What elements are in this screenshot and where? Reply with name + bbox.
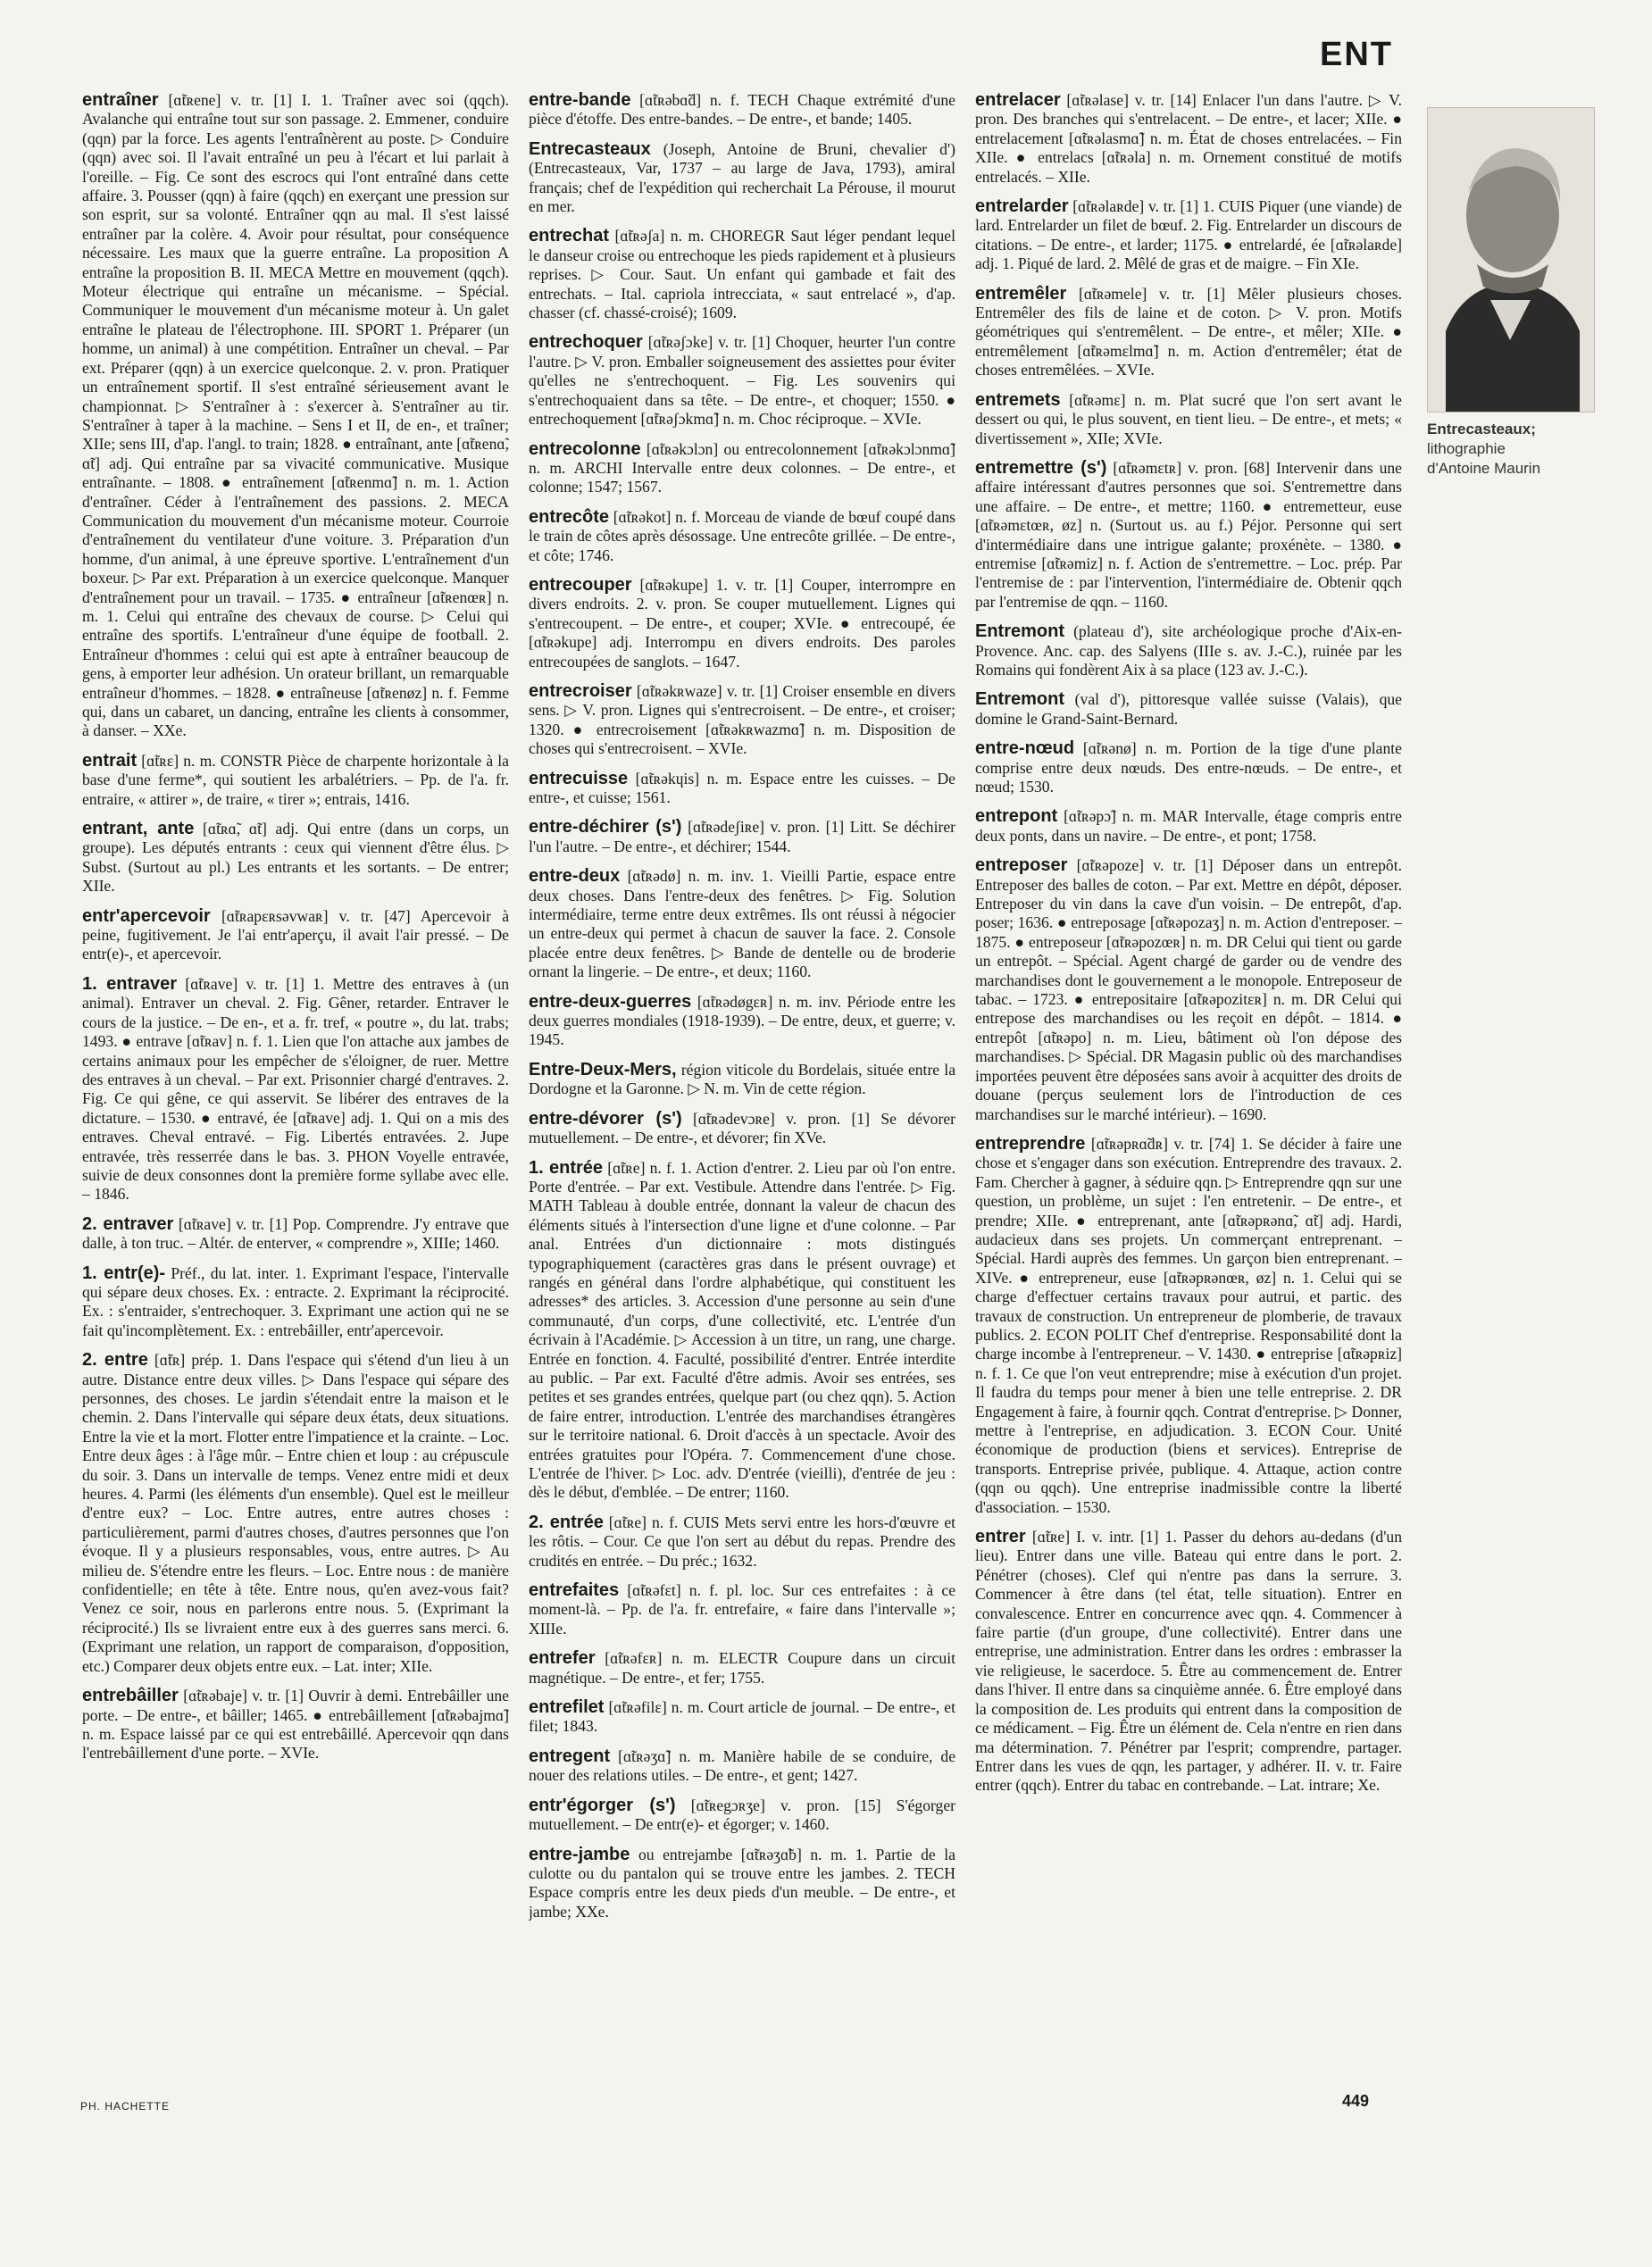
entry-headword: Entrecasteaux — [529, 138, 651, 159]
entry-definition: [ɑ̃tʀ] prép. 1. Dans l'espace qui s'étend d'un lieu à un autre. Distance entre deux villes. ▷ Dans l'espace qui sépare des personnes, des choses. Le jardin s'étendait entre la maison et le chemin. 2. Dans l'intervalle qui sépare deux états, deux situations. Entre la vie et la mort. Flotter entre l'impatience et la crainte. – Loc. Entre deux âges : à l'âge mûr. – Entre chien et loup : au crépuscule du soir. 3. Dans un intervalle de temps. Venez entre midi et deux heures. 4. Parmi (les éléments d'un ensemble). Quel est le meilleur d'entre eux? – Loc. Entre autres, entre autres choses : particulièrement, parmi d'autres choses, d'autres personnes que l'on évoque. Il y a plusieurs responsables, vous, entre autres. ▷ Au milieu de. S'étendre entre les fleurs. – Loc. Entre nous : de manière confidentielle; en tête à tête. Entre nous, qu'en avez-vous fait? Venez ce soir, nous en parlerons entre nous. 5. (Exprimant la réciprocité.) Ils se livraient entre eux à des guerres sans merci. 6. (Exprimant une relation, un rapport de comparaison, d'opposition, etc.) Comparer deux objets entre eux. – Lat. inter; XIIe. — [82, 1351, 509, 1675]
dictionary-entry — [82, 1687, 509, 1763]
portrait-image — [1427, 107, 1595, 413]
entry-headword: entrefilet — [529, 1697, 605, 1718]
entry-headword: entrecôte — [529, 506, 610, 527]
entry-headword: entremettre (s') — [975, 457, 1107, 478]
entry-definition: (Joseph, Antoine de Bruni, chevalier d') (Entrecasteaux, Var, 1737 – au large de Java, 1793), amiral français; chef de l'expédition qui recherchait La Pérouse, il mourut en mer. — [529, 139, 955, 216]
entry-headword: entrefaites — [529, 1580, 620, 1601]
dictionary-entry — [529, 508, 955, 565]
dictionary-entry — [529, 140, 955, 217]
caption-line-1: lithographie — [1427, 440, 1506, 457]
entry-definition: (plateau d'), site archéologique proche d'Aix-en-Provence. Anc. cap. des Salyens (IIIe s. av. J.-C.), ruinée par les Romains qui fondèrent Aix à sa place (123 av. J.-C.). — [975, 622, 1402, 679]
dictionary-entry — [82, 907, 509, 964]
dictionary-entry — [529, 1159, 955, 1503]
entry-definition: [ɑ̃tʀədevɔʀe] v. pron. [1] Se dévorer mutuellement. – De entre-, et dévorer; fin XVe. — [529, 1109, 955, 1147]
entry-definition: [ɑ̃tʀɑ̃, ɑ̃t] adj. Qui entre (dans un corps, un groupe). Les députés entrants : ceux qui viennent d'être élus. ▷ Subst. (Surtout au pl.) Les entrants et les sortants. – De entrer; XIIe. — [82, 820, 509, 896]
dictionary-entry — [975, 391, 1402, 448]
entry-headword: entrant, ante — [82, 819, 195, 839]
entry-headword: 2. entrée — [529, 1512, 604, 1532]
dictionary-entry — [529, 682, 955, 759]
portrait-caption — [1427, 420, 1623, 479]
dictionary-columns — [82, 91, 1404, 2091]
dictionary-entry — [529, 1698, 955, 1737]
entry-headword: 1. entr(e)- — [82, 1263, 166, 1283]
entry-definition: [ɑ̃tʀəbaje] v. tr. [1] Ouvrir à demi. Entrebâiller une porte. – De entre-, et bâiller; 1465. ● entrebâillement [ɑ̃tʀəbajmɑ̃] n. m. Espace laissé par ce qui est entrebâillé. Apercevoir qqn dans l'entrebâillement d'une porte. – XVIe. — [82, 1687, 509, 1763]
dictionary-entry — [82, 820, 509, 896]
entry-headword: entrecouper — [529, 574, 632, 595]
entry-definition: [ɑ̃tʀəpɔ̃] n. m. MAR Intervalle, étage compris entre deux ponts, dans un navire. – De entre-, et pont; 1758. — [975, 807, 1402, 845]
dictionary-entry — [975, 807, 1402, 846]
entry-definition: [ɑ̃tʀəmɛ] n. m. Plat sucré que l'on sert avant le dessert ou qui, le plus souvent, en tient lieu. – De entre-, et mets; « divertissement », XIIe; XVIe. — [975, 390, 1402, 447]
entry-headword: entr'égorger (s') — [529, 1795, 676, 1815]
dictionary-entry — [975, 690, 1402, 729]
entry-headword: entrecolonne — [529, 438, 641, 459]
dictionary-entry — [975, 459, 1402, 612]
caption-title: Entrecasteaux; — [1427, 421, 1536, 438]
entry-headword: entrecroiser — [529, 680, 632, 701]
entry-headword: entremêler — [975, 283, 1067, 304]
entry-definition: [ɑ̃tʀəlase] v. tr. [14] Enlacer l'un dans l'autre. ▷ V. pron. Des branches qui s'entrelacent. – De entre-, et lacer; XIIe. ● entrelacement [ɑ̃tʀəlasmɑ̃] n. m. État de choses entrelacées. – Fin XIIe. ● entrelacs [ɑ̃tʀəla] n. m. Ornement constitué de motifs entrelacés. – XIIe. — [975, 91, 1402, 186]
entry-definition: [ɑ̃tʀənø] n. m. Portion de la tige d'une plante comprise entre deux nœuds. Des entre-nœuds. – De entre-, et nœud; 1530. — [975, 739, 1402, 796]
dictionary-entry — [975, 1528, 1402, 1796]
entry-headword: entrefer — [529, 1648, 596, 1669]
entry-definition: [ɑ̃tʀəʃɔke] v. tr. [1] Choquer, heurter l'un contre l'autre. ▷ V. pron. Emballer soigneusement des assiettes pour éviter qu'elles ne s'entrechoquent. – Fig. Les souvenirs qui s'entrechoquaient dans sa tête. – De entre-, et choquer; 1550. ● entrechoquement [ɑ̃tʀəʃɔkmɑ̃] n. m. Choc réciproque. – XVIe. — [529, 333, 955, 429]
entry-headword: entreprendre — [975, 1133, 1086, 1154]
entry-headword: Entremont — [975, 689, 1064, 710]
portrait-lithograph — [1428, 108, 1594, 412]
entry-headword: 2. entre — [82, 1350, 148, 1371]
entry-definition: [ɑ̃tʀəfilɛ] n. m. Court article de journal. – De entre-, et filet; 1843. — [529, 1698, 955, 1736]
dictionary-entry — [529, 818, 955, 856]
dictionary-entry — [975, 91, 1402, 187]
entry-definition: [ɑ̃tʀəfɛʀ] n. m. ELECTR Coupure dans un circuit magnétique. – De entre-, et fer; 1755. — [529, 1649, 955, 1687]
entry-headword: entr'apercevoir — [82, 905, 211, 926]
column-1 — [82, 91, 509, 2091]
entry-definition: [ɑ̃tʀəfɛt] n. f. pl. loc. Sur ces entrefaites : à ce moment-là. – Pp. de l'a. fr. entrefaire, « faire dans l'intervalle »; XIIIe. — [529, 1581, 955, 1638]
entry-definition: [ɑ̃tʀe] n. f. 1. Action d'entrer. 2. Lieu par où l'on entre. Porte d'entrée. – Par ext. Vestibule. Attendre dans l'entrée. ▷ Fig. MATH Tableau à double entrée, donnant la valeur de chacun des éléments situés à l'intersection d'une ligne et d'une colonne. – Par anal. Entrées d'un dictionnaire : mots distingués typographiquement (caractères gras dans le présent ouvrage) et rangés en général dans l'ordre alphabétique, qui constituent les adresses* des articles. 3. Accession d'une personne au sein d'une communauté, d'un corps, d'une collectivité, etc. L'entrée d'un écrivain à l'Académie. ▷ Accession à un titre, un rang, une charge. Entrée en fonction. 4. Faculté, possibilité d'entrer. Entrée interdite au public. – Par ext. Faculté d'être admis. Avoir ses entrées, ses petites et ses grandes entrées, quelque part (ou chez qqn). 5. Action de faire entrer, introduction. L'entrée des marchandises étrangères sur le territoire national. 6. Droit d'accès à un spectacle. Avoir des entrées gratuites pour l'Opéra. 7. Commencement d'une chose. L'entrée de l'hiver. ▷ Loc. adv. D'entrée (vieilli), d'entrée de jeu : dès le début, d'emblée. – De entrer; 1160. — [529, 1158, 955, 1502]
entry-headword: entre-deux-guerres — [529, 991, 692, 1012]
dictionary-entry — [529, 91, 955, 129]
entry-definition: [ɑ̃tʀədø] n. m. inv. 1. Vieilli Partie, espace entre deux choses. Dans l'entre-deux des fenêtres. ▷ Fig. Solution intermédiaire, terme entre deux extrêmes. Ils ont réussi à négocier un entre-deux qui permet à chacun de sauver la face. 2. Console placée entre deux fenêtres. ▷ Bande de dentelle ou de broderie ornant la lingerie. – De entre-, et deux; 1160. — [529, 867, 955, 981]
dictionary-entry — [529, 1110, 955, 1148]
entry-definition: [ɑ̃tʀəbɑ̃d] n. f. TECH Chaque extrémité d'une pièce d'étoffe. Des entre-bandes. – De entre-, et bande; 1405. — [529, 91, 955, 129]
entry-headword: entre-nœud — [975, 738, 1075, 759]
entry-definition: [ɑ̃tʀapɛʀsəvwaʀ] v. tr. [47] Apercevoir à peine, fugitivement. Je l'ai entr'aperçu, il avait l'air pressé. – De entr(e)-, et apercevoir. — [82, 906, 509, 963]
entry-headword: entraîner — [82, 91, 159, 110]
entry-definition: [ɑ̃tʀədøgɛʀ] n. m. inv. Période entre les deux guerres mondiales (1918-1939). – De entre, deux, et guerre; v. 1945. — [529, 992, 955, 1049]
entry-definition: (val d'), pittoresque vallée suisse (Valais), que domine le Grand-Saint-Bernard. — [975, 690, 1402, 728]
dictionary-entry — [975, 197, 1402, 274]
entry-definition: Préf., du lat. inter. 1. Exprimant l'espace, l'intervalle qui sépare deux choses. Ex. : entracte. 2. Exprimant la réciprocité. Ex. : s'entraider, s'entrechoquer. 3. Exprimant une action qui ne se fait qu'incomplètement. Ex. : entrebâiller, entr'apercevoir. — [82, 1263, 509, 1339]
entry-headword: 1. entraver — [82, 973, 178, 994]
dictionary-entry — [82, 752, 509, 809]
footer-credit: PH. HACHETTE — [80, 2100, 171, 2113]
entry-definition: ou entrejambe [ɑ̃tʀəʒɑ̃b] n. m. 1. Partie de la culotte ou du pantalon qui se trouve entre les jambes. 2. TECH Espace compris entre les deux pieds d'un meuble. – De entre-, et jambe; XXe. — [529, 1845, 955, 1921]
dictionary-entry — [82, 1351, 509, 1676]
entry-headword: entre-deux — [529, 866, 621, 887]
entry-definition: [ɑ̃tʀəmele] v. tr. [1] Mêler plusieurs choses. Entremêler des fils de laine et de coton. ▷ V. pron. Motifs géométriques qui s'entremêlent. – De entre-, et mêler; XIIe. ● entremêlement [ɑ̃tʀəmɛlmɑ̃] n. m. Action d'entremêler; état de choses entremêlées. – XVIe. — [975, 284, 1402, 379]
dictionary-entry — [529, 1649, 955, 1688]
entry-definition: [ɑ̃tʀave] v. tr. [1] 1. Mettre des entraves à (un animal). Entraver un cheval. 2. Fig. Gêner, retarder. Entraver le cours de la justice. – De en-, et a. fr. tref, « poutre », du lat. trabs; 1493. ● entrave [ɑ̃tʀav] n. f. 1. Lien que l'on attache aux jambes de certains animaux pour les empêcher de s'éloigner, de ruer. Mettre des entraves à un cheval. – Par ext. Prisonnier chargé d'entraves. 2. Fig. Ce qui gêne, ce qui asservit. Se libérer des entraves de la dictature. – 1530. ● entravé, ée [ɑ̃tʀave] adj. 1. Qui on a mis des entraves. Cheval entravé. – Fig. Libertés entravées. 2. Jupe entravée, très resserrée dans le bas. 3. PHON Voyelle entravée, suivie de deux consonnes dont la première forme syllabe avec elle. – 1846. — [82, 974, 509, 1204]
entry-definition: [ɑ̃tʀave] v. tr. [1] Pop. Comprendre. J'y entrave que dalle, à ton truc. – Altér. de enterver, « comprendre », XIIIe; 1460. — [82, 1214, 509, 1253]
dictionary-entry — [975, 285, 1402, 380]
entry-definition: [ɑ̃tʀəkʀwaze] v. tr. [1] Croiser ensemble en divers sens. ▷ V. pron. Lignes qui s'entrecroisent. – De entre-, et croiser; 1320. ● entrecroisement [ɑ̃tʀəkʀwazmɑ̃] n. m. Disposition de choses qui s'entrecroisent. – XVIe. — [529, 681, 955, 758]
entry-headword: entrechoquer — [529, 332, 643, 353]
column-2 — [529, 91, 955, 2091]
entry-headword: entre-jambe — [529, 1844, 630, 1864]
dictionary-entry — [529, 770, 955, 808]
entry-headword: entremets — [975, 389, 1061, 410]
dictionary-entry — [529, 333, 955, 429]
entry-headword: entre-déchirer (s') — [529, 817, 682, 838]
entry-definition: [ɑ̃tʀe] n. f. CUIS Mets servi entre les hors-d'œuvre et les rôtis. – Cour. Ce que l'on sert au début du repas. Prendre des crudités en entrée. – Du préc.; 1632. — [529, 1513, 955, 1570]
column-3 — [975, 91, 1402, 2091]
dictionary-entry — [529, 1747, 955, 1786]
entry-definition: [ɑ̃tʀəʒɑ̃] n. m. Manière habile de se conduire, de nouer des relations utiles. – De entre-, et gent; 1427. — [529, 1746, 955, 1785]
entry-headword: entrer — [975, 1527, 1026, 1547]
dictionary-entry — [975, 1135, 1402, 1517]
dictionary-entry — [975, 739, 1402, 796]
entry-definition: [ɑ̃tʀədeʃiʀe] v. pron. [1] Litt. Se déchirer l'un l'autre. – De entre-, et déchirer; 1544. — [529, 818, 955, 855]
entry-definition: [ɑ̃tʀəlaʀde] v. tr. [1] 1. CUIS Piquer (une viande) de lard. Entrelarder un filet de bœuf. 2. Fig. Entrelarder un discours de citations. – De entre-, et larder; 1175. ● entrelardé, ée [ɑ̃tʀəlaʀde] adj. 1. Piqué de lard. 2. Mêlé de gras et de maigre. – Fin XIe. — [975, 197, 1402, 273]
dictionary-entry — [529, 993, 955, 1050]
dictionary-entry — [82, 91, 509, 741]
dictionary-entry — [529, 576, 955, 671]
entry-headword: entrechat — [529, 226, 610, 246]
dictionary-entry — [529, 1796, 955, 1835]
dictionary-entry — [82, 1215, 509, 1254]
entry-headword: 1. entrée — [529, 1157, 604, 1178]
caption-line-2: d'Antoine Maurin — [1427, 460, 1541, 477]
entry-headword: 2. entraver — [82, 1213, 174, 1234]
entry-headword: entrelarder — [975, 196, 1069, 217]
dictionary-entry — [82, 1264, 509, 1341]
entry-headword: entrepont — [975, 806, 1058, 827]
entry-headword: entrait — [82, 750, 138, 771]
dictionary-entry — [529, 1061, 955, 1099]
dictionary-entry — [529, 1581, 955, 1638]
entry-definition: [ɑ̃tʀegɔʀʒe] v. pron. [15] S'égorger mutuellement. – De entr(e)- et égorger; v. 1460. — [529, 1796, 955, 1834]
entry-headword: entrecuisse — [529, 768, 629, 788]
entry-definition: [ɑ̃tʀəʃa] n. m. CHOREGR Saut léger pendant lequel le danseur croise ou entrechoque les pieds rapidement et à plusieurs reprises. ▷ Cour. Saut. Un enfant qui gambade et fait des entrechats. – Ital. capriola intrecciata, « saut entrelacé », d'ap. chasser (cf. chassé-croisé); 1609. — [529, 227, 955, 322]
entry-definition: [ɑ̃tʀəpʀɑ̃dʀ] v. tr. [74] 1. Se décider à faire une chose et s'engager dans son exécution. Entreprendre des travaux. 2. Fam. Chercher à gagner, à séduire qqn. ▷ Entreprendre qqn sur une question, un problème, un sujet : l'en entretenir. – De entre-, et prendre; XIIe. ● entreprenant, ante [ɑ̃tʀəpʀənɑ̃, ɑ̃t] adj. Hardi, audacieux dans ses projets. Un commerçant entreprenant. – Spécial. Hardi auprès des femmes. Un garçon bien entreprenant. – XIVe. ● entrepreneur, euse [ɑ̃tʀəpʀənœʀ, øz] n. 1. Celui qui se charge d'effectuer certains travaux pour autrui, et partic. des travaux de construction. Un entrepreneur de plomberie, de travaux publics. 2. ECON POLIT Chef d'entreprise. Responsabilité dont la charge incombe à l'entrepreneur. – V. 1430. ● entreprise [ɑ̃tʀəpʀiz] n. f. 1. Ce que l'on veut entreprendre; mise à exécution d'un projet. Il faudra du temps pour mener à bien une telle entreprise. 2. DR Engagement à faire, à fournir qqch. Contrat d'entreprise. ▷ Donner, mettre à l'entreprise, en adjudication. 3. ECON Cour. Unité économique de production (biens et services). Entreprise de transports. Entreprise privée, publique. 4. Attaque, action contre (qqn ou qqch). Une entreprise inadmissible contre la liberté d'association. – 1530. — [975, 1134, 1402, 1516]
entry-definition: [ɑ̃tʀəkupe] 1. v. tr. [1] Couper, interrompre en divers endroits. 2. v. pron. Se couper mutuellement. Lignes qui s'entrecoupent. – De entre-, et couper; XVIe. ● entrecoupé, ée [ɑ̃tʀəkupe] adj. Interrompu en divers endroits. Des paroles entrecoupées de sanglots. – 1647. — [529, 575, 955, 671]
entry-definition: [ɑ̃tʀəmɛtʀ] v. pron. [68] Intervenir dans une affaire intéressant d'autres personnes que soi. S'entremettre dans une affaire. – De entre-, et mettre; 1160. ● entremetteur, euse [ɑ̃tʀəmɛtœʀ, øz] n. (Surtout us. au f.) Péjor. Personne qui sert d'intermédiaire dans une intrigue galante; proxénète. – 1380. ● entremise [ɑ̃tʀəmiz] n. f. Action de s'entremettre. – Loc. prép. Par l'entremise de : par l'intervention, l'intermédiaire de. Obtenir qqch par l'entremise de qqn. – 1160. — [975, 458, 1402, 611]
entry-definition: [ɑ̃tʀene] v. tr. [1] I. 1. Traîner avec soi (qqch). Avalanche qui entraîne tout sur son passage. 2. Emmener, conduire (qqn) par la force. Les agents l'entraînèrent au poste. ▷ Conduire (qqn) avec soi. Il l'avait entraîné un peu à l'écart et lui parlait à l'oreille. – Fig. Ce sont des escrocs qui l'ont entraîné dans cette affaire. 3. Pousser (qqn) à faire (qqch) en exerçant une pression sur son esprit, sur sa volonté. Entraîner qqn au mal. Il s'est laissé entraîner par la colère. 4. Avoir pour résultat, pour conséquence nécessaire. Les maux que la guerre entraîne. La proposition A entraîne la proposition B. II. MECA Mettre en mouvement (qqch). Moteur électrique qui entraîne un mécanisme. – Spécial. Communiquer le mouvement d'un mécanisme moteur à. Un galet entraîne le plateau de l'électrophone. III. SPORT 1. Préparer (un homme, un animal) à une compétition. Entraîner un cheval. – Par ext. Préparer (qqn) à un exercice quelconque. 2. v. pron. Pratiquer un entraînement sportif. Il s'est entraîné sérieusement avant le championnat. ▷ S'entraîner à : s'exercer à. S'entraîner au tir. S'entraîner à taper à la machine. – Sens I et II, de en-, et traîner; XIIe; sens III, d'ap. l'angl. to train; 1828. ● entraînant, ante [ɑ̃tʀenɑ̃, ɑ̃t] adj. Qui entraîne par sa vivacité communicative. Musique entraînante. – 1808. ● entraînement [ɑ̃tʀenmɑ̃] n. m. 1. Action d'entraîner. Céder à l'entraînement des passions. 2. MECA Communication du mouvement d'un mécanisme moteur. Courroie d'entraînement du ventilateur d'une voiture. 3. Préparation d'un homme, d'un animal, à une épreuve sportive. L'entraînement d'un boxeur. ▷ Par ext. Préparation à un exercice quelconque. Manquer d'entraînement pour un travail. – 1735. ● entraîneur [ɑ̃tʀenœʀ] n. m. 1. Celui qui entraîne des chevaux de course. ▷ Celui qui entraîne des sportifs. L'entraîneur d'une équipe de football. 2. Entraîneur d'hommes : celui qui est apte à entraîner beaucoup de gens, à emporter leur adhésion. Un orateur brillant, un remarquable entraîneur d'hommes. – 1828. ● entraîneuse [ɑ̃tʀenøz] n. f. Femme qui, dans un cabaret, un dancing, entraîne les clients à consommer, à danser. – XXe. — [82, 91, 509, 740]
dictionary-entry — [82, 975, 509, 1204]
entry-definition: [ɑ̃tʀəkɥis] n. m. Espace entre les cuisses. – De entre-, et cuisse; 1561. — [529, 769, 955, 806]
dictionary-entry — [529, 1513, 955, 1571]
entry-headword: entrebâiller — [82, 1686, 179, 1706]
dictionary-entry — [529, 867, 955, 981]
dictionary-entry — [529, 227, 955, 322]
entry-definition: [ɑ̃tʀe] I. v. intr. [1] 1. Passer du dehors au-dedans (d'un lieu). Entrer dans une ville. Bateau qui entre dans le port. 2. Pénétrer (choses). Clef qui n'entre pas dans la serrure. 3. Commencer à être dans (tel état, telle situation). Entrer en convalescence. Entrer en concurrence avec qqn. 4. Commencer à faire partie (d'un groupe, d'une collectivité). Entrer dans une entreprise, une administration. Entrer dans les ordres : embrasser la vie religieuse, le sacerdoce. 5. Être au commencement de. Entrer dans l'hiver. Il entre dans sa cinquième année. 6. Être employé dans la composition de. Les produits qui entrent dans la composition de ce médicament. – Fig. Être un élément de. Cela n'entre en rien dans ma détermination. 7. Pénétrer par l'esprit; comprendre, partager. Entrer dans les vues de qqn, les partager, y adhérer. II. v. tr. Faire entrer (qqch). Entrer du tabac en contrebande. – Lat. intrare; Xe. — [975, 1528, 1402, 1795]
dictionary-entry — [529, 440, 955, 497]
entry-definition: [ɑ̃tʀəkɔlɔn] ou entrecolonnement [ɑ̃tʀəkɔlɔnmɑ̃] n. m. ARCHI Intervalle entre deux colonnes. – De entre-, et colonne; 1547; 1567. — [529, 439, 955, 496]
entry-headword: entrelacer — [975, 91, 1061, 110]
page-header: ENT — [1320, 36, 1393, 73]
dictionary-entry — [975, 856, 1402, 1124]
entry-headword: entre-bande — [529, 91, 631, 110]
dictionary-entry — [529, 1846, 955, 1922]
entry-headword: entreposer — [975, 855, 1068, 876]
entry-definition: [ɑ̃tʀəpoze] v. tr. [1] Déposer dans un entrepôt. Entreposer des balles de coton. – Par ext. Mettre en dépôt, déposer. Entreposer du vin dans la cave d'un voisin. – De entrepôt, d'ap. poser; 1636. ● entreposage [ɑ̃tʀəpozaʒ] n. m. Action d'entreposer. – 1875. ● entreposeur [ɑ̃tʀəpozœʀ] n. m. DR Celui qui tient ou garde un entrepôt. – Spécial. Agent chargé de garder ou de vendre des marchandises dont le gouvernement a le monopole. Entreposeur de tabac. – 1723. ● entrepositaire [ɑ̃tʀəpozitɛʀ] n. m. DR Celui qui entrepose des marchandises ou les reçoit en dépôt. – 1814. ● entrepôt [ɑ̃tʀəpo] n. m. Lieu, bâtiment où l'on dépose des marchandises. ▷ Spécial. DR Magasin public où des marchandises importées peuvent être déposées sans avoir à acquitter des droits de douane (perçus seulement lors de l'introduction de ces marchandises sur le marché intérieur). – 1690. — [975, 856, 1402, 1123]
entry-headword: entregent — [529, 1746, 611, 1766]
entry-headword: Entremont — [975, 621, 1064, 642]
entry-headword: entre-dévorer (s') — [529, 1108, 682, 1129]
entry-headword: Entre-Deux-Mers, — [529, 1059, 677, 1079]
entry-definition: [ɑ̃tʀɛ] n. m. CONSTR Pièce de charpente horizontale à la base d'une ferme*, qui soutient les arbalétriers. – Pp. de l'a. fr. entraire, « attirer », de traire, « tirer »; entrais, 1416. — [82, 751, 509, 808]
dictionary-entry — [975, 622, 1402, 679]
entry-definition: région viticole du Bordelais, située entre la Dordogne et la Garonne. ▷ N. m. Vin de cette région. — [529, 1060, 955, 1098]
entry-definition: [ɑ̃tʀəkot] n. f. Morceau de viande de bœuf coupé dans le train de côtes après désossage. Une entrecôte grillée. – De entre-, et côte; 1746. — [529, 507, 955, 564]
page-number: 449 — [1342, 2092, 1370, 2110]
